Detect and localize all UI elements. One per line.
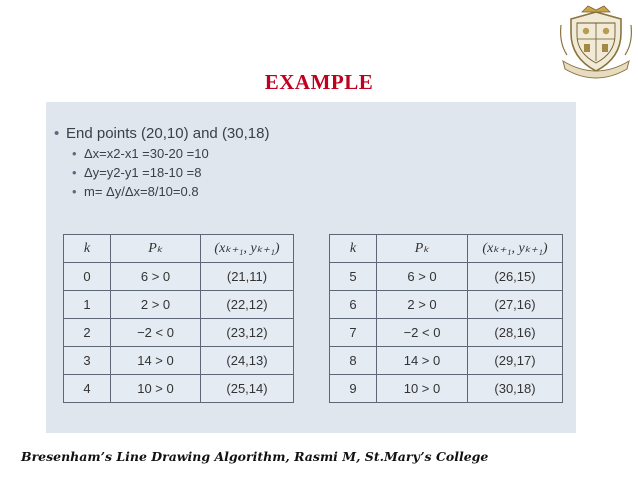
header-coord: (xₖ₊₁, yₖ₊₁): [201, 235, 294, 263]
bullet-text: End points (20,10) and (30,18): [66, 125, 270, 142]
cell-pk: 6 > 0: [111, 263, 201, 291]
bullet-dot-icon: •: [72, 165, 77, 180]
cell-pk: 14 > 0: [377, 347, 468, 375]
table-header-row: [330, 235, 563, 263]
table-row: [330, 347, 563, 375]
cell-k: 5: [330, 263, 377, 291]
content-panel: [46, 102, 576, 433]
steps-table-right: [329, 234, 563, 403]
cell-k: 2: [64, 319, 111, 347]
cell-pk: 6 > 0: [377, 263, 468, 291]
cell-coord: (24,13): [201, 347, 294, 375]
header-pk: Pₖ: [111, 235, 201, 263]
table-header-row: [64, 235, 294, 263]
bullet-text: Δx=x2-x1 =30-20 =10: [84, 146, 209, 161]
cell-k: 1: [64, 291, 111, 319]
cell-k: 7: [330, 319, 377, 347]
bullet-dot-icon: •: [54, 125, 60, 142]
steps-table-left: [63, 234, 294, 403]
cell-pk: 10 > 0: [377, 375, 468, 403]
cell-coord: (28,16): [468, 319, 563, 347]
cell-coord: (23,12): [201, 319, 294, 347]
cell-coord: (29,17): [468, 347, 563, 375]
table-row: [330, 291, 563, 319]
slide-footer: Bresenham’s Line Drawing Algorithm, Rasmi M, St.Mary’s College: [21, 449, 489, 464]
header-k: k: [330, 235, 377, 263]
table-row: [330, 263, 563, 291]
cell-pk: 2 > 0: [377, 291, 468, 319]
bullet-text: m= Δy/Δx=8/10=0.8: [84, 184, 199, 199]
table-row: [64, 375, 294, 403]
bullet-text: Δy=y2-y1 =18-10 =8: [84, 165, 202, 180]
cell-pk: 2 > 0: [111, 291, 201, 319]
cell-coord: (22,12): [201, 291, 294, 319]
table-row: [64, 347, 294, 375]
table-row: [64, 263, 294, 291]
table-row: [330, 375, 563, 403]
cell-pk: −2 < 0: [377, 319, 468, 347]
bullet-list: [54, 124, 269, 201]
bullet-dx: [72, 144, 269, 163]
cell-k: 0: [64, 263, 111, 291]
cell-k: 9: [330, 375, 377, 403]
cell-pk: 14 > 0: [111, 347, 201, 375]
header-k: k: [64, 235, 111, 263]
bullet-dot-icon: •: [72, 184, 77, 199]
cell-k: 6: [330, 291, 377, 319]
header-coord: (xₖ₊₁, yₖ₊₁): [468, 235, 563, 263]
slide-title: EXAMPLE: [264, 70, 374, 94]
cell-k: 3: [64, 347, 111, 375]
cell-k: 4: [64, 375, 111, 403]
cell-coord: (26,15): [468, 263, 563, 291]
cell-coord: (30,18): [468, 375, 563, 403]
cell-pk: 10 > 0: [111, 375, 201, 403]
bullet-slope: [72, 182, 269, 201]
table-row: [64, 291, 294, 319]
cell-pk: −2 < 0: [111, 319, 201, 347]
cell-coord: (27,16): [468, 291, 563, 319]
table-row: [330, 319, 563, 347]
cell-coord: (25,14): [201, 375, 294, 403]
bullet-dy: [72, 163, 269, 182]
bullet-endpoints: [54, 124, 269, 144]
bullet-dot-icon: •: [72, 146, 77, 161]
header-pk: Pₖ: [377, 235, 468, 263]
cell-k: 8: [330, 347, 377, 375]
table-row: [64, 319, 294, 347]
cell-coord: (21,11): [201, 263, 294, 291]
